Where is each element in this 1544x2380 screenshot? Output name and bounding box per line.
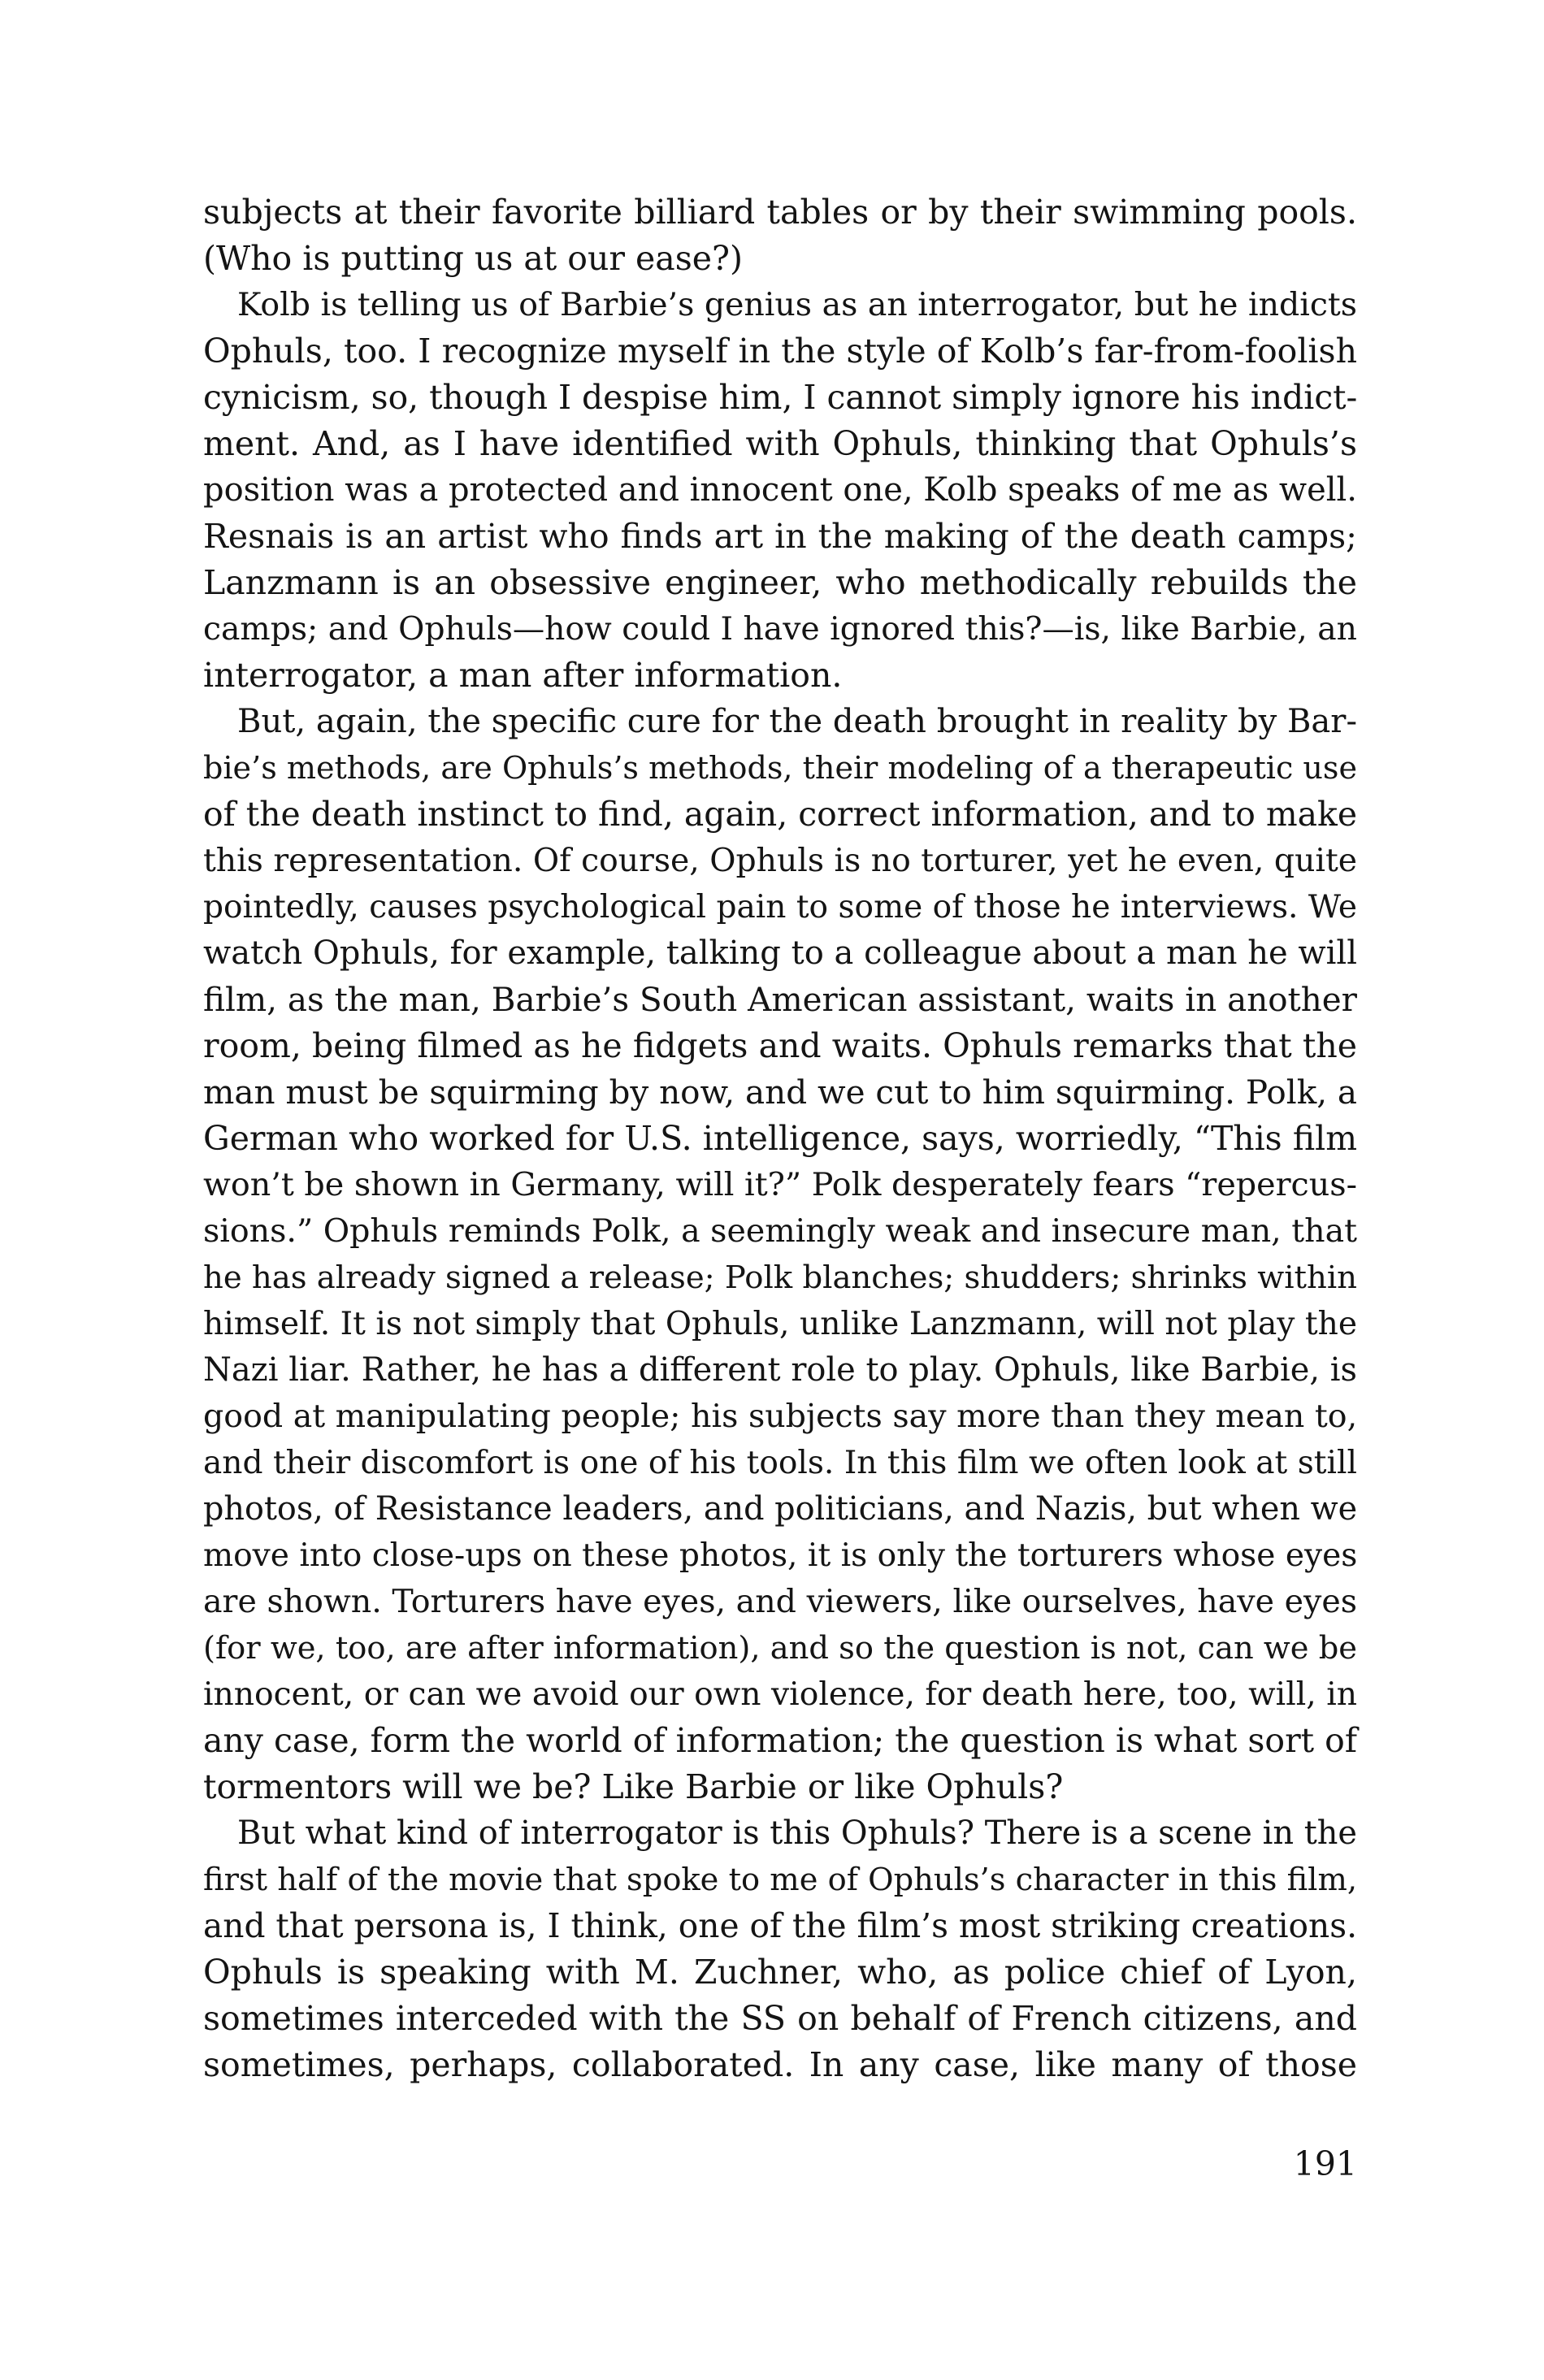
text-line: cynicism, so, though I despise him, I cannot simply ignore his indict-	[203, 378, 1358, 417]
text-line: pointedly, causes psychological pain to some of those he interviews. We	[203, 889, 1357, 926]
text-line: and that persona is, I think, one of the film’s most striking creations.	[203, 1906, 1357, 1945]
text-line: he has already signed a release; Polk blanches; shudders; shrinks within	[203, 1259, 1357, 1296]
text-line: room, being filmed as he fidgets and waits. Ophuls remarks that the	[203, 1026, 1357, 1065]
text-line: subjects at their favorite billiard tables or by their swimming pools.	[203, 193, 1357, 232]
text-line: are shown. Torturers have eyes, and viewers, like ourselves, have eyes	[203, 1583, 1357, 1620]
text-line: camps; and Ophuls—how could I have ignored this?—is, like Barbie, an	[203, 611, 1357, 648]
text-line: this representation. Of course, Ophuls is no torturer, yet he even, quite	[203, 843, 1357, 879]
text-line: Lanzmann is an obsessive engineer, who methodically rebuilds the	[203, 563, 1357, 602]
text-line: sions.” Ophuls reminds Polk, a seemingly weak and insecure man, that	[203, 1212, 1357, 1250]
text-line: bie’s methods, are Ophuls’s methods, their modeling of a therapeutic use	[203, 750, 1357, 786]
text-line: Resnais is an artist who finds art in the making of the death camps;	[203, 517, 1357, 556]
text-line: tormentors will we be? Like Barbie or like Ophuls?	[203, 1767, 1064, 1806]
page-number: 191	[1293, 2144, 1357, 2183]
text-line: But what kind of interrogator is this Ophuls? There is a scene in the	[237, 1814, 1357, 1852]
text-line: and their discomfort is one of his tools. In this film we often look at still	[203, 1445, 1357, 1481]
text-line: ment. And, as I have identified with Ophuls, thinking that Ophuls’s	[203, 424, 1357, 463]
text-line: watch Ophuls, for example, talking to a colleague about a man he will	[203, 934, 1357, 972]
text-line: photos, of Resistance leaders, and politicians, and Nazis, but when we	[203, 1490, 1358, 1528]
text-line: innocent, or can we avoid our own violence, for death here, too, will, in	[203, 1676, 1357, 1713]
text-line: first half of the movie that spoke to me of Ophuls’s character in this film,	[203, 1862, 1358, 1898]
text-line: Ophuls is speaking with M. Zuchner, who, as police chief of Lyon,	[203, 1953, 1357, 1992]
text-line: sometimes interceded with the SS on behalf of French citizens, and	[203, 1999, 1357, 2038]
text-line: move into close-ups on these photos, it is only the torturers whose eyes	[203, 1537, 1358, 1574]
text-line: any case, form the world of information; the question is what sort of	[203, 1721, 1357, 1760]
text-line: good at manipulating people; his subjects say more than they mean to,	[203, 1398, 1358, 1435]
text-line: position was a protected and innocent one, Kolb speaks of me as well.	[203, 471, 1357, 509]
text-line: Nazi liar. Rather, he has a different role to play. Ophuls, like Barbie, is	[203, 1351, 1357, 1389]
text-line: himself. It is not simply that Ophuls, unlike Lanzmann, will not play the	[203, 1306, 1357, 1342]
body-text	[203, 189, 1357, 2088]
text-line: Ophuls, too. I recognize myself in the style of Kolb’s far-from-foolish	[203, 332, 1357, 371]
text-line: won’t be shown in Germany, will it?” Polk desperately fears “repercus-	[203, 1166, 1357, 1203]
text-line: interrogator, a man after information.	[203, 656, 843, 695]
text-line: man must be squirming by now, and we cut to him squirming. Polk, a	[203, 1073, 1358, 1112]
text-line: (for we, too, are after information), and so the question is not, can we be	[203, 1630, 1357, 1667]
text-line: of the death instinct to find, again, correct information, and to make	[203, 795, 1358, 834]
text-line: (Who is putting us at our ease?)	[203, 239, 743, 278]
text-line: But, again, the specific cure for the death brought in reality by Bar-	[237, 703, 1357, 740]
text-line: sometimes, perhaps, collaborated. In any case, like many of those	[203, 2045, 1357, 2084]
text-line: German who worked for U.S. intelligence, says, worriedly, “This film	[203, 1119, 1357, 1158]
text-line: Kolb is telling us of Barbie’s genius as an interrogator, but he indicts	[237, 286, 1357, 323]
text-line: film, as the man, Barbie’s South American assistant, waits in another	[203, 980, 1357, 1019]
